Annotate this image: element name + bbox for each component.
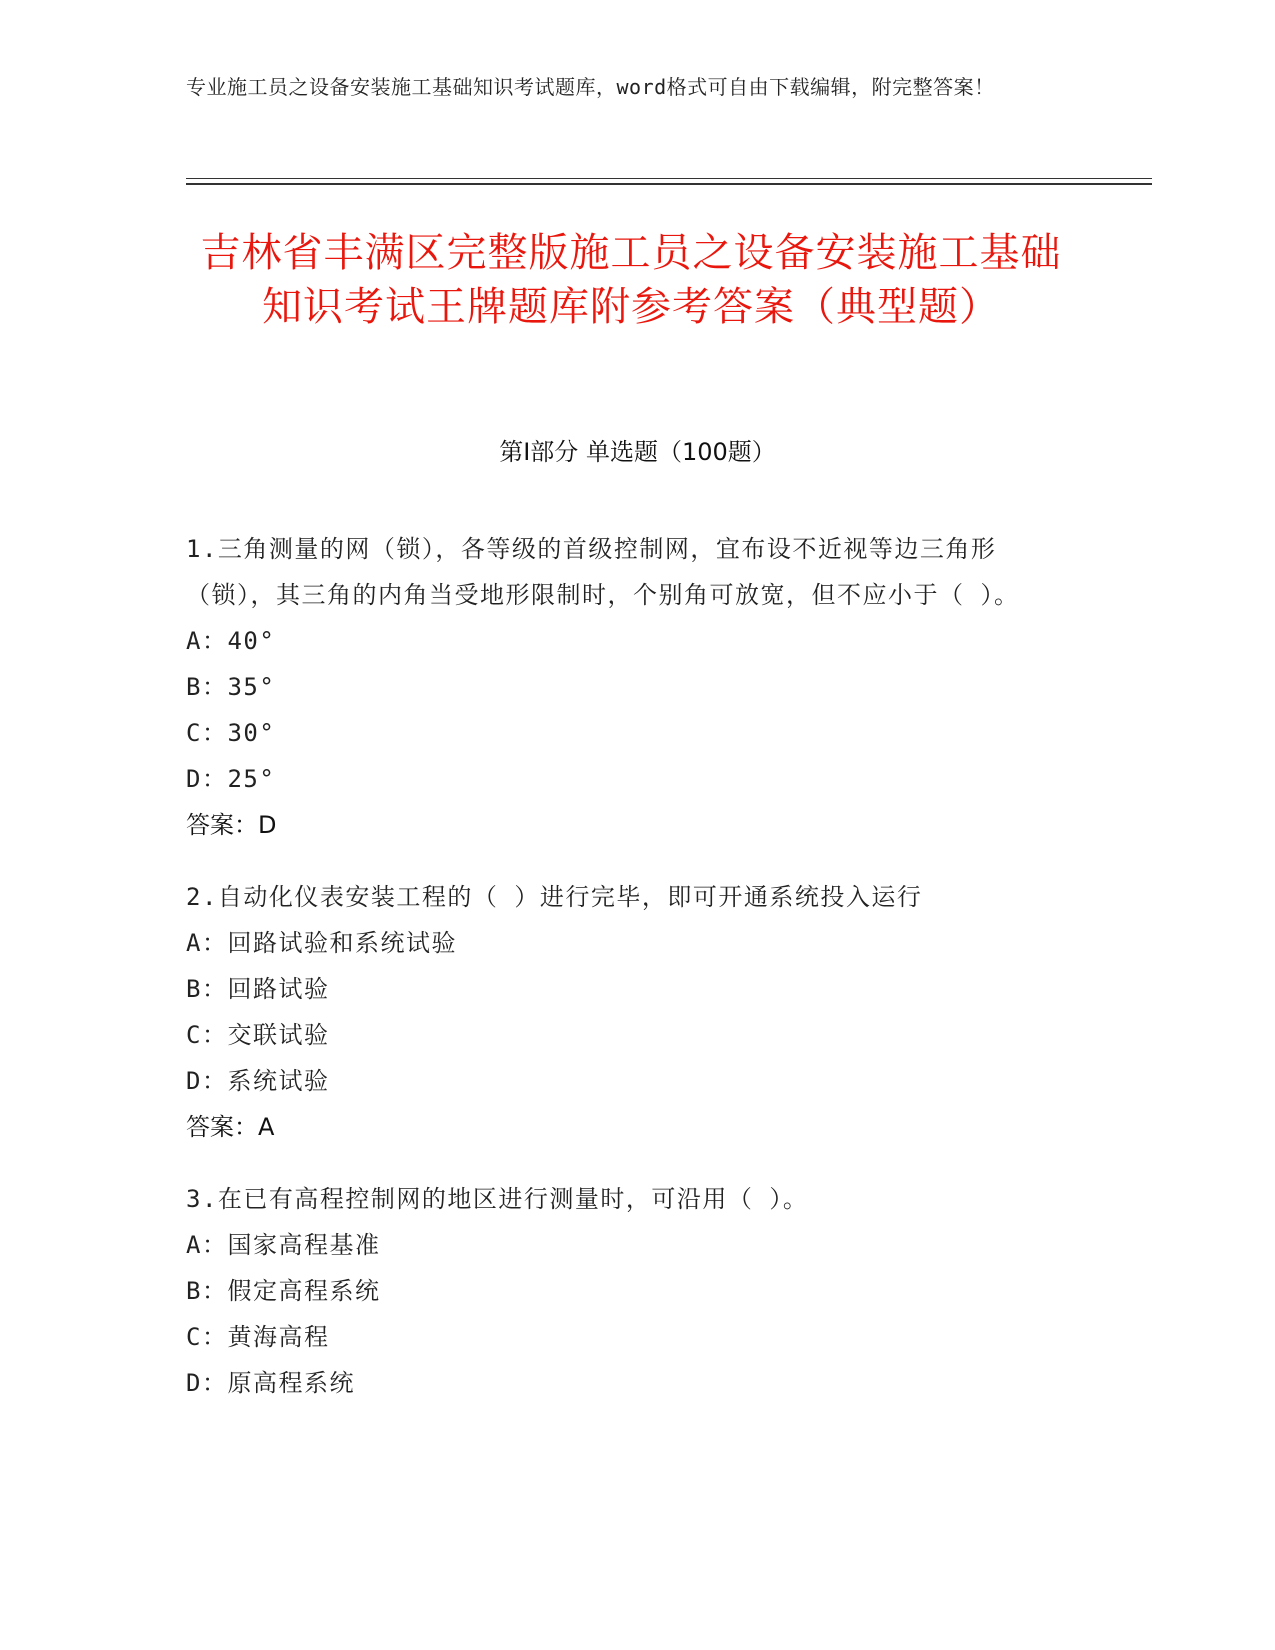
header-rule-thin xyxy=(186,178,1152,179)
answer-line: 答案：D xyxy=(186,811,277,839)
section-title: 第I部分 单选题（100题） xyxy=(499,438,776,466)
answer-line: 答案：A xyxy=(186,1113,275,1141)
option-c: C：交联试验 xyxy=(186,1021,330,1049)
header-note: 专业施工员之设备安装施工基础知识考试题库，word格式可自由下载编辑，附完整答案！ xyxy=(186,75,995,99)
question-stem: 3.在已有高程控制网的地区进行测量时，可沿用（ ）。 xyxy=(186,1185,809,1213)
option-d: D：原高程系统 xyxy=(186,1369,355,1397)
option-c: C：30° xyxy=(186,719,276,747)
question-stem: 1.三角测量的网（锁），各等级的首级控制网，宜布设不近视等边三角形（锁），其三角的内角当受地形限制时，个别角可放宽，但不应小于（ ）。 xyxy=(186,535,1020,609)
option-d: D：25° xyxy=(186,765,276,793)
option-c: C：黄海高程 xyxy=(186,1323,330,1351)
question-list xyxy=(186,526,1066,1432)
question-3 xyxy=(186,1176,1066,1406)
option-a: A：40° xyxy=(186,627,276,655)
option-b: B：回路试验 xyxy=(186,975,330,1003)
question-2 xyxy=(186,874,1066,1150)
option-b: B：35° xyxy=(186,673,276,701)
option-a: A：回路试验和系统试验 xyxy=(186,929,457,957)
option-d: D：系统试验 xyxy=(186,1067,330,1095)
option-a: A：国家高程基准 xyxy=(186,1231,381,1259)
header-rule-thick xyxy=(186,183,1152,185)
question-1 xyxy=(186,526,1066,848)
document-title: 吉林省丰满区完整版施工员之设备安装施工基础知识考试王牌题库附参考答案（典型题） xyxy=(200,230,1062,330)
option-b: B：假定高程系统 xyxy=(186,1277,381,1305)
question-stem: 2.自动化仪表安装工程的（ ）进行完毕，即可开通系统投入运行 xyxy=(186,883,923,911)
